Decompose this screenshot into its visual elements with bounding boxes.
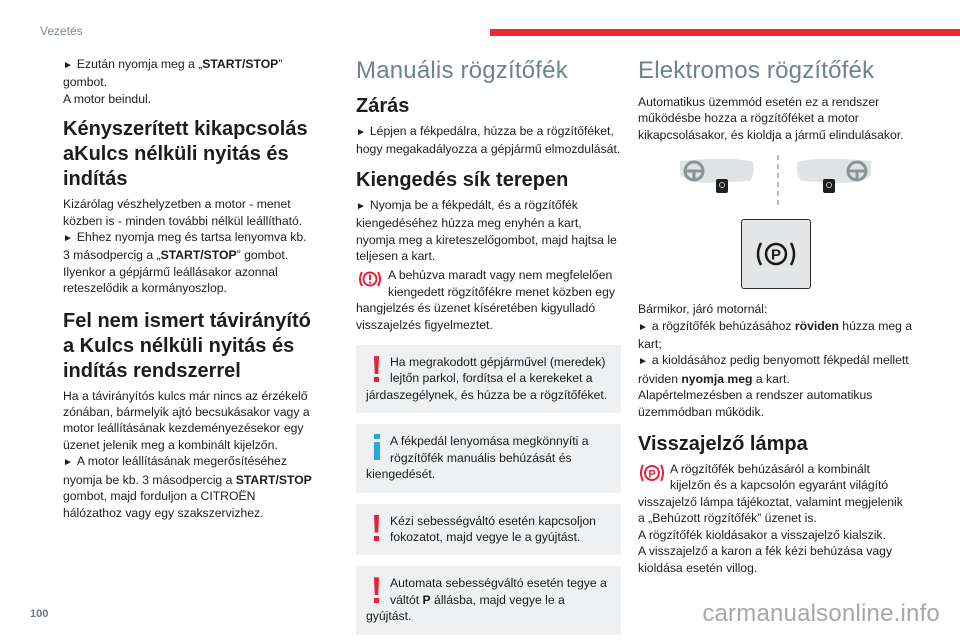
heading-lock: Zárás — [356, 95, 410, 117]
watermark: carmanualsonline.info — [702, 600, 940, 627]
warning-note-automatic-gearbox: Automata sebességváltó esetén tegye a váltót P állásba, majd vegye le a gyújtást. — [356, 566, 621, 634]
dashboard-illustration — [638, 153, 913, 209]
paragraph-unknown-remote: Ha a távirányítós kulcs már nincs az érzékelő zónában, bármelyik ajtó becsukásakor vagy a motor leállításának kezdeményezésekor egy üzenet jelenik meg a kombinált kijelzőn. ► A motor leállításának megerősítéséhez nyomja be kb. 3 másodpercig a START/STOP gombot, majd forduljon a CITROËN hálózathoz vagy egy szakszervizhez. — [63, 388, 312, 520]
paragraph-lock: ► Lépjen a fékpedálra, húzza be a rögzítőféket, hogy megakadályozza a gépjármű elmozdulását. — [356, 124, 621, 157]
bullet-arrow-icon: ► — [638, 356, 648, 368]
bullet-arrow-icon: ► — [63, 457, 73, 469]
warning-exclamation-icon — [366, 354, 390, 384]
page-number: 100 — [30, 608, 49, 620]
paragraph-indicator-lamp: P A rögzítőfék behúzásáról a kombinált kijelzőn és a kapcsolón egyaránt világító visszajelző lámpa tájékoztat, valamint megjelenik a „Behúzott rögzítőfék” üzenet is. A rögzítőfék kioldásakor a visszajelző kialszik. A visszajelző a karon a fék kézi behúzása vagy kioldása esetén villog. — [638, 462, 903, 575]
paragraph-forced-shutdown: Kizárólag vészhelyzetben a motor - menet közben is - minden további nélkül leállítható. ► Ehhez nyomja meg és tartsa lenyomva kb. 3 másodpercig a „START/STOP” gombot. Ilyenkor a gépjármű leállásakor azonnal reteszelődik a kormányoszlop. — [63, 197, 307, 296]
svg-text:P: P — [648, 468, 656, 481]
running-header-section: Vezetés — [40, 24, 83, 38]
column-start-stop — [63, 56, 315, 521]
parking-brake-p-icon — [752, 236, 800, 272]
brake-warning-icon — [356, 268, 384, 290]
section-title-manual-brake: Manuális rögzítőfék — [356, 57, 568, 84]
bullet-arrow-icon: ► — [63, 233, 73, 245]
heading-release: Kiengedés sík terepen — [356, 168, 569, 191]
column-electric-parking-brake — [638, 56, 913, 576]
paragraph-electric-intro: Automatikus üzemmód esetén ez a rendszer működésbe hozza a rögzítőféket a motor kikapcsolásakor, és kioldja a jármű elindulásakor. — [638, 95, 904, 142]
lhd-rhd-dashboard-icon — [638, 153, 913, 209]
section-title-electric-brake: Elektromos rögzítőfék — [638, 57, 875, 84]
paragraph-start: ► Ezután nyomja meg a „START/STOP” gombot. A motor beindul. — [63, 57, 283, 106]
warning-exclamation-icon — [366, 575, 390, 605]
paragraph-usage: Bármikor, járó motornál: ► a rögzítőfék behúzásához röviden húzza meg a kart; ► a kioldásához pedig benyomott fékpedál mellett röviden nyomja meg a kart. Alapértelmezésben a rendszer automatikus üzemmódban működik. — [638, 302, 913, 419]
paragraph-release: ► Nyomja be a fékpedált, és a rögzítőfék kiengedéséhez húzza meg enyhén a kart, nyomja meg a kireteszelőgombot, majd hajtsa le teljesen a kart. — [356, 197, 617, 264]
parking-brake-warning-icon — [638, 462, 666, 484]
info-icon — [366, 433, 390, 463]
warning-exclamation-icon — [366, 513, 390, 543]
header-accent-bar — [490, 29, 960, 36]
bullet-arrow-icon: ► — [356, 127, 366, 138]
warning-note-slope-parking: Ha megrakodott gépjárművel (meredek) lejtőn parkol, fordítsa el a kerekeket a járdaszegélynek, és húzza be a rögzítőféket. — [356, 345, 621, 413]
heading-indicator-lamp: Visszajelző lámpa — [638, 433, 808, 456]
warning-note-manual-gearbox: Kézi sebességváltó esetén kapcsoljon fokozatot, majd vegye le a gyújtást. — [356, 504, 621, 556]
bullet-arrow-icon: ► — [63, 60, 73, 71]
heading-forced-shutdown: Kényszerített kikapcsolás aKulcs nélküli nyitás és indítás — [63, 118, 308, 191]
svg-text:P: P — [770, 246, 781, 264]
bullet-arrow-icon: ► — [356, 200, 366, 212]
column-manual-parking-brake — [356, 56, 621, 635]
bullet-arrow-icon: ► — [638, 321, 648, 333]
info-note-brake-pedal: A fékpedál lenyomása megkönnyíti a rögzítőfék manuális behúzását és kiengedését. — [356, 424, 621, 492]
paragraph-brake-warning: A behúzva maradt vagy nem megfelelően kiengedett rögzítőfékre menet közben egy hangjelzés és üzenet kíséretében kigyulladó visszajelzés figyelmeztet. — [356, 268, 615, 332]
heading-unknown-remote: Fel nem ismert távirányító a Kulcs nélküli nyitás és indítás rendszerrel — [63, 309, 311, 382]
parking-brake-switch-illustration — [741, 219, 811, 289]
